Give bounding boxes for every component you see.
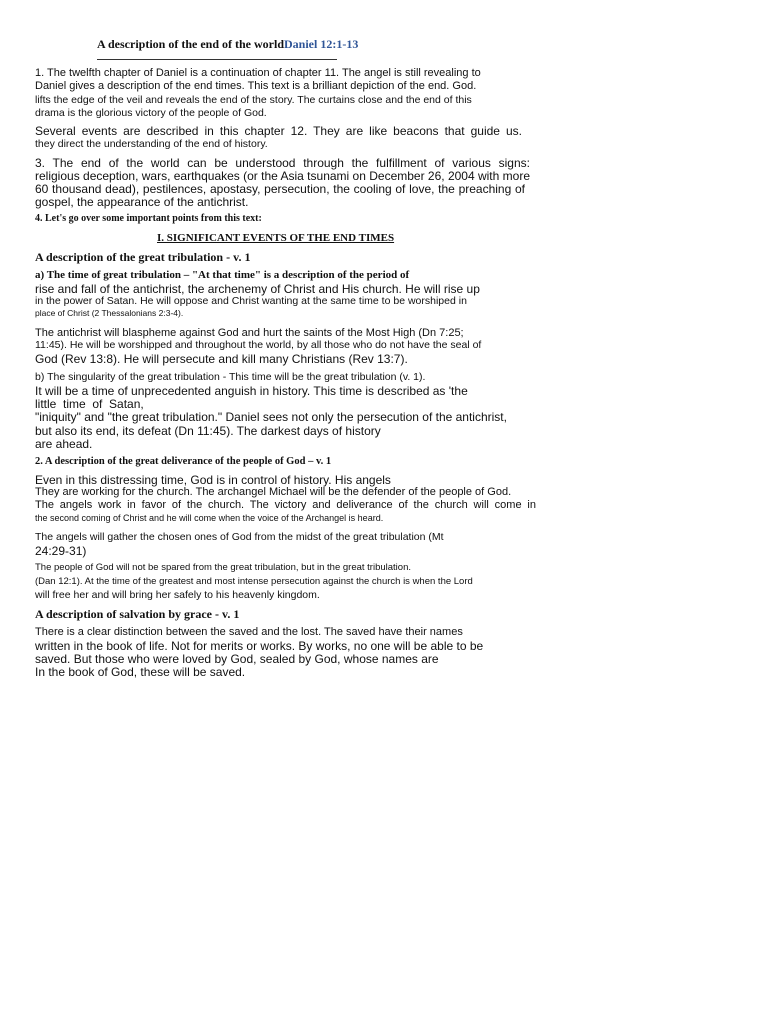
paragraph-line: religious deception, wars, earthquakes (or the Asia tsunami on December 26, 2004 with more — [35, 169, 530, 183]
paragraph-line: Several events are described in this chapter 12. They are like beacons that guide us. — [35, 124, 522, 138]
paragraph-line: little time of Satan, — [35, 397, 144, 411]
paragraph-line: are ahead. — [35, 437, 93, 451]
paragraph-line: The angels work in favor of the church. The victory and deliverance of the church will come in — [35, 499, 536, 511]
paragraph-line: in the power of Satan. He will oppose and Christ wanting at the same time to be worshiped in — [35, 295, 467, 307]
paragraph-line: The people of God will not be spared from the great tribulation, but in the great tribulation. — [35, 562, 412, 573]
paragraph-line: God (Rev 13:8). He will persecute and kill many Christians (Rev 13:7). — [35, 352, 408, 366]
paragraph-line: 11:45). He will be worshipped and throughout the world, by all those who do not have the seal of — [35, 339, 482, 351]
paragraph-line: There is a clear distinction between the saved and the lost. The saved have their names — [35, 626, 463, 638]
paragraph-line: The antichrist will blaspheme against God and hurt the saints of the Most High (Dn 7:25; — [35, 327, 464, 339]
section-title: I. SIGNIFICANT EVENTS OF THE END TIMES — [157, 232, 395, 244]
paragraph-line: In the book of God, these will be saved. — [35, 665, 246, 679]
paragraph-line: rise and fall of the antichrist, the archenemy of Christ and His church. He will rise up — [35, 282, 480, 296]
point-heading: b) The singularity of the great tribulation - This time will be the great tribulation (v. 1). — [35, 371, 426, 383]
subsection-heading: A description of the great tribulation - v. 1 — [35, 250, 251, 264]
paragraph-line: they direct the understanding of the end of history. — [35, 138, 268, 150]
paragraph-line: 24:29-31) — [35, 544, 87, 558]
paragraph-line: (Dan 12:1). At the time of the greatest and most intense persecution against the church is when the Lord — [35, 576, 473, 587]
paragraph-line: will free her and will bring her safely to his heavenly kingdom. — [35, 589, 320, 601]
document-title — [97, 37, 358, 52]
paragraph-line: 60 thousand dead), pestilences, apostasy, persecution, the cooling of love, the preaching of — [35, 182, 525, 196]
paragraph-line: drama is the glorious victory of the people of God. — [35, 107, 267, 119]
title-text: A description of the end of the world — [97, 37, 284, 51]
paragraph-line: saved. But those who were loved by God, sealed by God, whose names are — [35, 652, 439, 666]
paragraph-line: lifts the edge of the veil and reveals the end of the story. The curtains close and the end of this — [35, 94, 472, 106]
subsection-heading: A description of salvation by grace - v. 1 — [35, 607, 240, 621]
paragraph-line: place of Christ (2 Thessalonians 2:3-4). — [35, 308, 184, 318]
paragraph-line: but also its end, its defeat (Dn 11:45). The darkest days of history — [35, 424, 381, 438]
paragraph-line: the second coming of Christ and he will come when the voice of the Archangel is heard. — [35, 513, 384, 523]
paragraph-line: It will be a time of unprecedented anguish in history. This time is described as 'the — [35, 384, 468, 398]
paragraph-line: Even in this distressing time, God is in control of history. His angels — [35, 473, 391, 487]
paragraph-line: written in the book of life. Not for merits or works. By works, no one will be able to be — [35, 639, 484, 653]
paragraph-line: gospel, the appearance of the antichrist. — [35, 195, 249, 209]
section-heading: 2. A description of the great deliverance of the people of God – v. 1 — [35, 456, 332, 467]
section-heading: 4. Let's go over some important points from this text: — [35, 213, 262, 224]
paragraph-line: The angels will gather the chosen ones of God from the midst of the great tribulation (Mt — [35, 531, 444, 543]
paragraph-line: 1. The twelfth chapter of Daniel is a continuation of chapter 11. The angel is still revealing to — [35, 67, 481, 79]
paragraph-line: "iniquity" and "the great tribulation." Daniel sees not only the persecution of the antichrist, — [35, 410, 507, 424]
paragraph-line: 3. The end of the world can be understood through the fulfillment of various signs: — [35, 156, 530, 170]
title-underline — [97, 59, 337, 60]
paragraph-line: They are working for the church. The archangel Michael will be the defender of the people of God. — [35, 486, 512, 498]
paragraph-line: Daniel gives a description of the end times. This text is a brilliant depiction of the end. God. — [35, 80, 477, 92]
scripture-reference-link[interactable]: Daniel 12:1-13 — [284, 37, 359, 51]
point-heading: a) The time of great tribulation – "At that time" is a description of the period of — [35, 269, 410, 281]
